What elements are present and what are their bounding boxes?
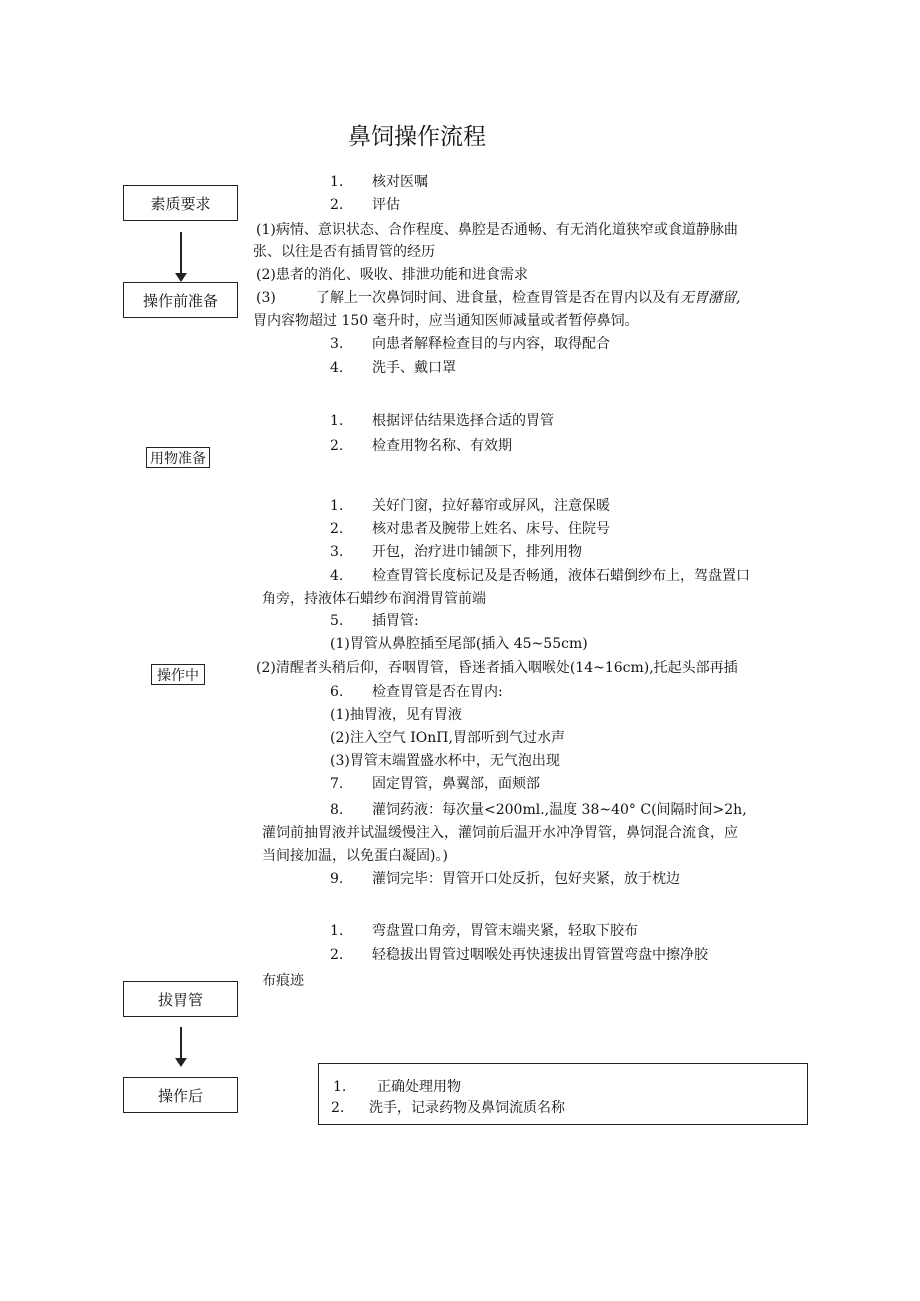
text-line: 1. 关好门窗，拉好幕帘或屏风，注意保暖: [330, 498, 610, 514]
text-line: 4. 检查胃管长度标记及是否畅通，液体石蜡倒纱布上，驾盘置口: [330, 568, 750, 584]
page-title: 鼻饲操作流程: [348, 124, 486, 150]
text-line: (3)胃管末端置盛水杯中，无气泡出现: [330, 753, 560, 769]
flow-box-quality: 素质要求: [123, 185, 238, 221]
flow-box-remove-tube: 拔胃管: [123, 981, 238, 1017]
text-line: 7. 固定胃管，鼻翼部，面颊部: [330, 776, 540, 792]
text-line: 2. 评估: [330, 197, 400, 213]
text-line: (2)患者的消化、吸收、排泄功能和进食需求: [256, 267, 528, 283]
flow-box-post-op: 操作后: [123, 1077, 238, 1113]
text-line: 1. 核对医嘱: [330, 174, 428, 190]
text-line: 2. 核对患者及腕带上姓名、床号、住院号: [330, 521, 610, 537]
text-line: 1. 根据评估结果选择合适的胃管: [330, 413, 554, 429]
text-line: (3) 了解上一次鼻饲时间、进食量，检查胃管是否在胃内以及有无胃潴留,: [256, 290, 741, 306]
text-line: 9. 灌饲完毕：胃管开口处反折，包好夹紧，放于枕边: [330, 871, 680, 887]
flow-box-during-op: 操作中: [151, 664, 205, 685]
arrow-down-icon: [180, 232, 182, 274]
text-line: 布痕迹: [262, 973, 304, 989]
text-line: 2. 洗手，记录药物及鼻饲流质名称: [331, 1100, 565, 1116]
text-line: 1. 弯盘置口角旁，胃管末端夹紧，轻取下胶布: [330, 923, 638, 939]
text-line: 当间接加温，以免蛋白凝固)。): [262, 848, 448, 864]
text-line: 角旁，持液体石蜡纱布润滑胃管前端: [262, 591, 486, 607]
flow-box-supplies: 用物准备: [146, 447, 210, 468]
text-line: 5. 插胃管:: [330, 613, 419, 629]
text-line: 4. 洗手、戴口罩: [330, 360, 456, 376]
text-line: (2)注入空气 IOnΠ,胃部听到气过水声: [330, 730, 565, 746]
text-line: 8. 灌饲药液：每次量<200ml.,温度 38~40° C(间隔时间>2h,: [330, 802, 747, 818]
flow-box-pre-op: 操作前准备: [123, 282, 238, 318]
text-line: 1. 正确处理用物: [333, 1079, 461, 1095]
text-line: 张、以往是否有插胃管的经历: [253, 244, 435, 260]
arrow-down-icon: [180, 1027, 182, 1059]
text-line: (2)清醒者头稍后仰，吞咽胃管，昏迷者插入咽喉处(14~16cm),托起头部再插: [256, 660, 738, 676]
text-line: (1)病情、意识状态、合作程度、鼻腔是否通畅、有无消化道狭窄或食道静脉曲: [256, 222, 738, 238]
text-line: 3. 向患者解释检查目的与内容，取得配合: [330, 336, 610, 352]
text-line: (1)胃管从鼻腔插至尾部(插入 45~55cm): [330, 636, 588, 652]
text-line: 2. 轻稳拔出胃管过咽喉处再快速拔出胃管置弯盘中擦净胶: [330, 947, 708, 963]
text-line: 3. 开包，治疗进巾铺颌下，排列用物: [330, 544, 582, 560]
text-line: 灌饲前抽胃液并试温缓慢注入，灌饲前后温开水冲净胃管，鼻饲混合流食，应: [262, 825, 738, 841]
text-line: 胃内容物超过 150 毫升时，应当通知医师减量或者暂停鼻饲。: [253, 313, 639, 329]
text-line: 2. 检查用物名称、有效期: [330, 438, 512, 454]
post-op-box: [318, 1063, 808, 1125]
text-line: (1)抽胃液，见有胃液: [330, 707, 462, 723]
text-line: 6. 检查胃管是否在胃内:: [330, 684, 503, 700]
